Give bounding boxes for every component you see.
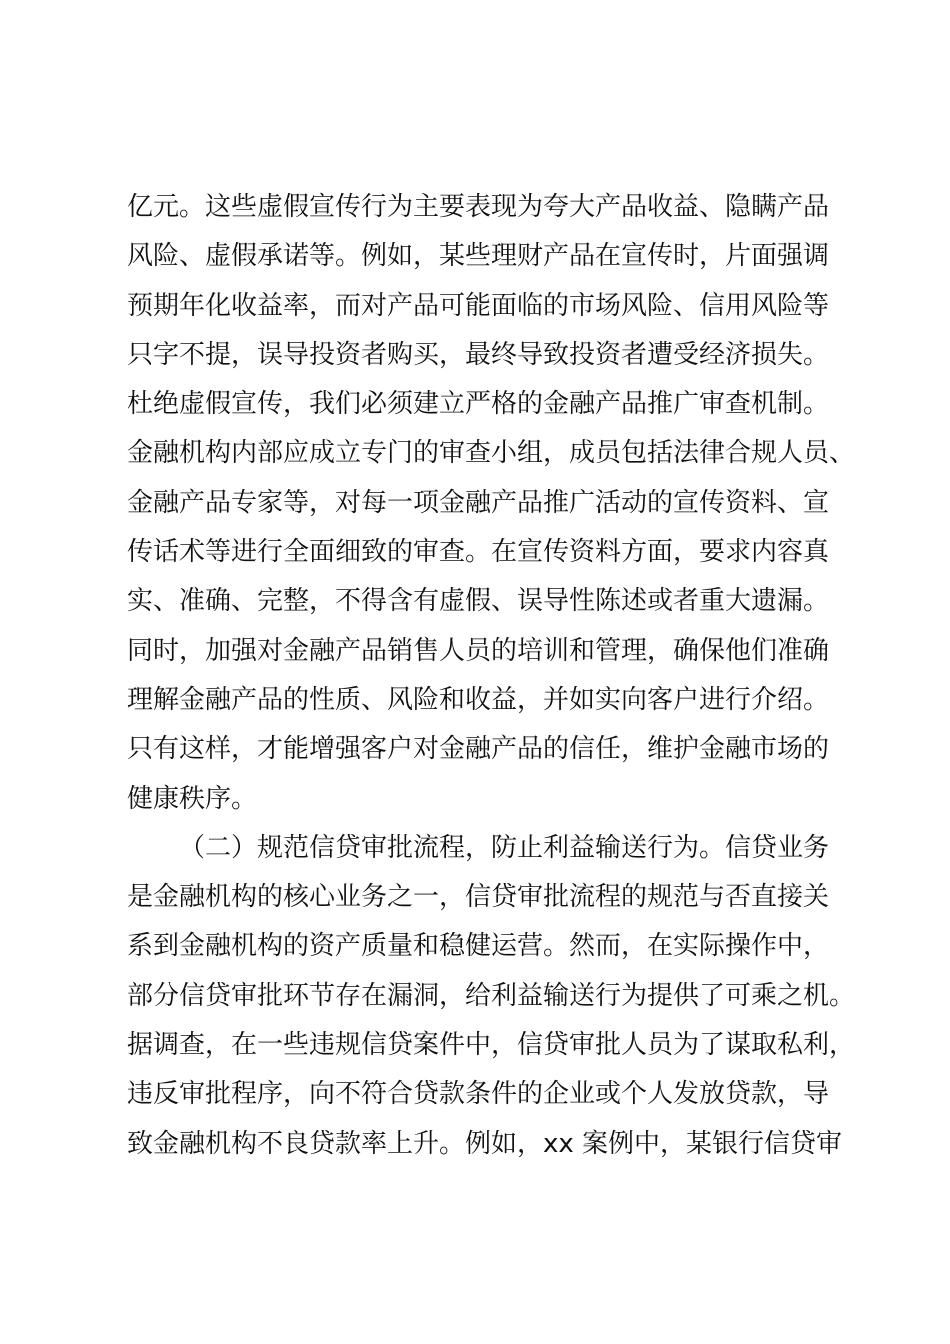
text-line-16: 系到金融机构的资产质量和稳健运营。然而，在实际操作中， [127,931,830,962]
text-line-5: 杜绝虚假宣传，我们必须建立严格的金融产品推广审查机制。 [127,389,830,420]
text-line-20: 致金融机构不良贷款率上升。例如，xx 案例中，某银行信贷审 [127,1128,843,1159]
text-line-4: 只字不提，误导投资者购买，最终导致投资者遭受经济损失。 [127,339,830,370]
text-line-17: 部分信贷审批环节存在漏洞，给利益输送行为提供了可乘之机。 [127,980,856,1011]
text-line-2: 风险、虚假承诺等。例如，某些理财产品在宣传时，片面强调 [127,241,830,272]
text-line-15: 是金融机构的核心业务之一，信贷审批流程的规范与否直接关 [127,882,830,913]
text-line-6: 金融机构内部应成立专门的审查小组，成员包括法律合规人员、 [127,438,856,469]
text-line-19: 违反审批程序，向不符合贷款条件的企业或个人发放贷款，导 [127,1079,830,1110]
text-line-10: 同时，加强对金融产品销售人员的培训和管理，确保他们准确 [127,635,830,666]
section-heading-line: （二）规范信贷审批流程，防止利益输送行为。信贷业务 [179,832,830,863]
text-line-18: 据调查，在一些违规信贷案件中，信贷审批人员为了谋取私利， [127,1030,856,1061]
text-line-11: 理解金融产品的性质、风险和收益，并如实向客户进行介绍。 [127,684,830,715]
text-line-8: 传话术等进行全面细致的审查。在宣传资料方面，要求内容真 [127,537,830,568]
text-line-7: 金融产品专家等，对每一项金融产品推广活动的宣传资料、宣 [127,487,830,518]
text-line-9: 实、准确、完整，不得含有虚假、误导性陈述或者重大遗漏。 [127,586,830,617]
text-line-12: 只有这样，才能增强客户对金融产品的信任，维护金融市场的 [127,734,830,765]
body-text [127,183,867,1169]
text-line-13: 健康秩序。 [127,783,258,814]
text-line-1: 亿元。这些虚假宣传行为主要表现为夸大产品收益、隐瞒产品 [127,192,830,222]
text-line-3: 预期年化收益率，而对产品可能面临的市场风险、信用风险等 [127,290,830,321]
